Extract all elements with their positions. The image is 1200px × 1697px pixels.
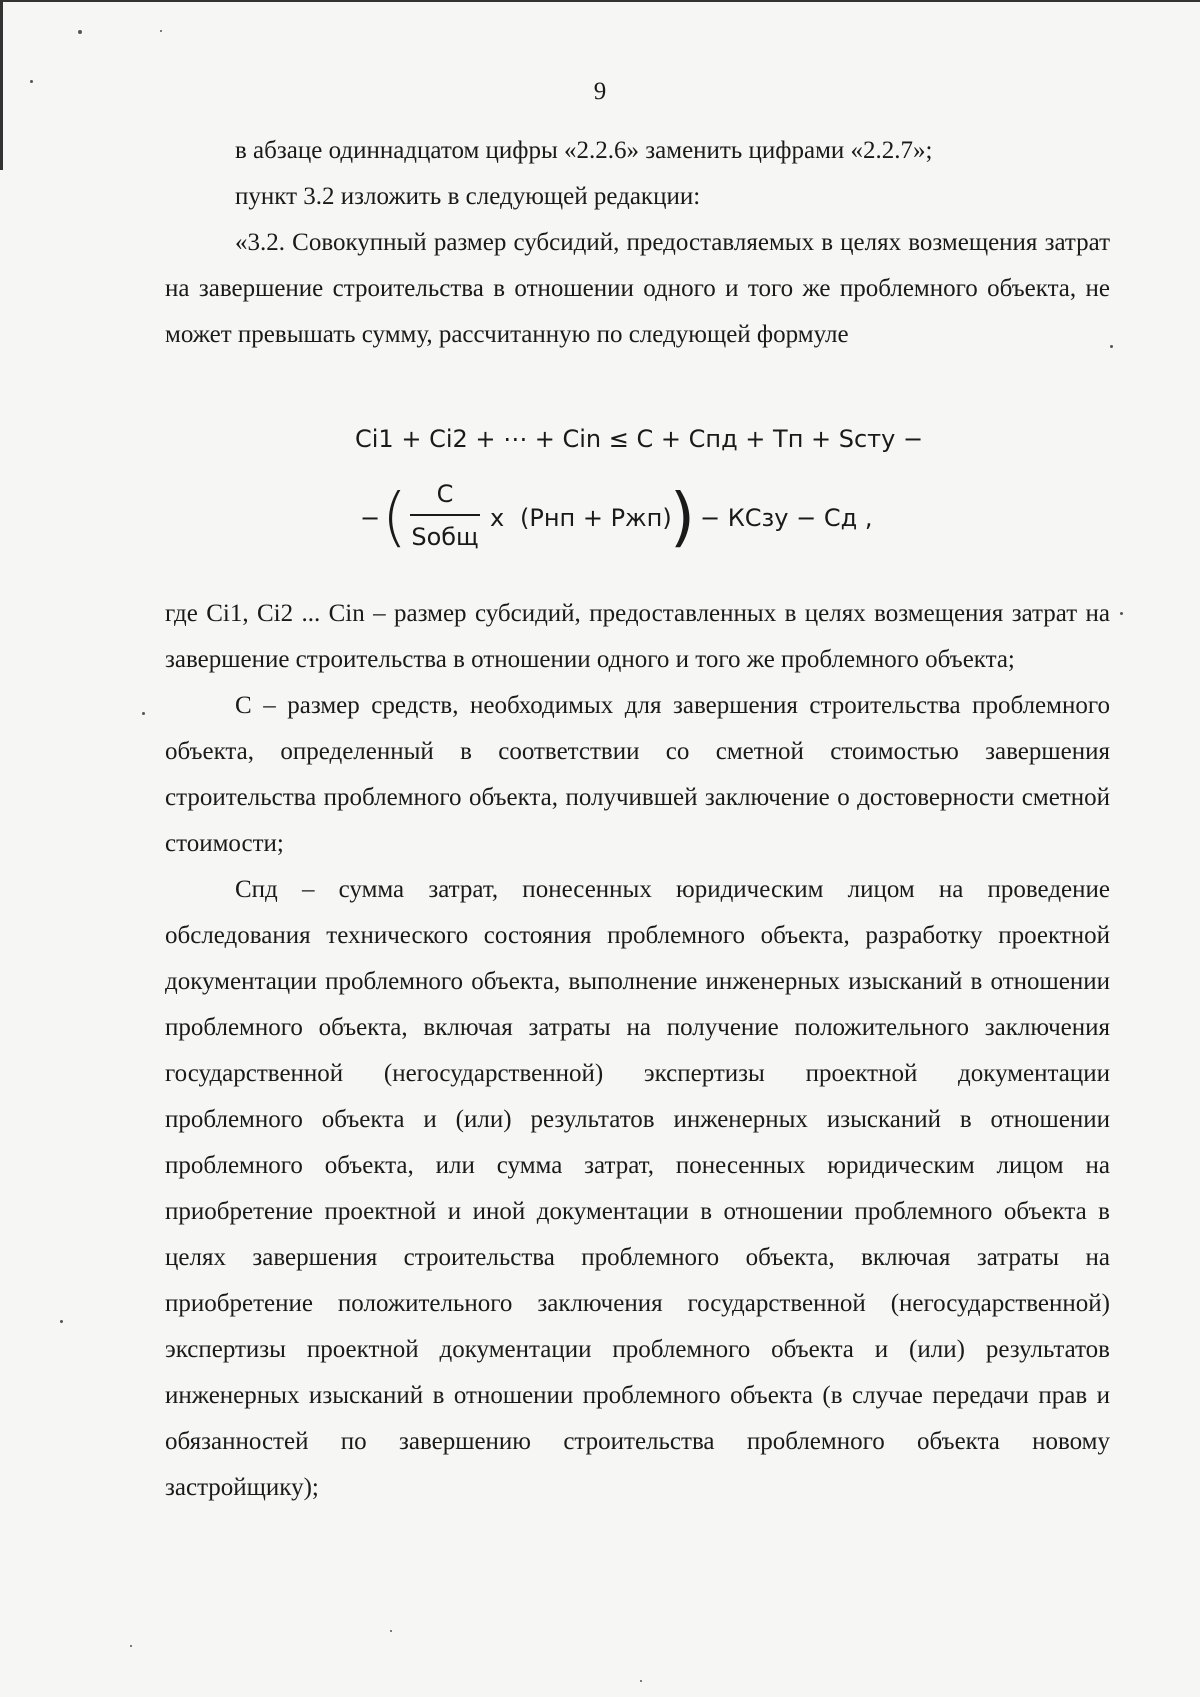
formula-paren-open: (: [382, 481, 407, 555]
formula-paren-close: ): [670, 481, 695, 555]
definitions-text-block: [165, 591, 1110, 1511]
formula-fraction-denominator: Sобщ: [411, 523, 479, 551]
scan-speck: [390, 1630, 392, 1632]
scan-edge-top: [0, 0, 1200, 2]
formula-line-2: [360, 478, 880, 558]
scan-speck: [1110, 345, 1113, 348]
paragraph-clause-3-2: «3.2. Совокупный размер субсидий, предоставляемых в целях возмещения затрат на завершение строительства в отношении одного и того же проблемного объекта, не может превышать сумму, рассчитанную по следующей формуле: [165, 229, 1110, 348]
paragraph-definition-ci: где Ci1, Ci2 ... Cin – размер субсидий, предоставленных в целях возмещения затрат на завершение строительства в отношении одного и того же проблемного объекта;: [165, 600, 1110, 673]
formula-line-1: Ci1 + Ci2 + ⋯ + Cin ≤ C + Спд + Тп + Sсту −: [355, 425, 924, 453]
paragraph-amendment-clause: пункт 3.2 изложить в следующей редакции:: [235, 183, 701, 210]
formula-tail: − КСзу − Сд ,: [700, 504, 873, 532]
page-number: 9: [593, 78, 607, 105]
paragraph-definition-spd: Спд – сумма затрат, понесенных юридическим лицом на проведение обследования технического состояния проблемного объекта, разработку проектной документации проблемного объекта, выполнение инженерных изысканий в отношении проблемного объекта, включая затраты на получение положительного заключения государственной (негосударственной) экспертизы проектной документации проблемного объекта и (или) результатов инженерных изысканий в отношении проблемного объекта, или сумма затрат, понесенных юридическим лицом на приобретение проектной и иной документации в отношении проблемного объекта в целях завершения строительства проблемного объекта, включая затраты на приобретение положительного заключения государственной (негосударственной) экспертизы проектной документации проблемного объекта и (или) результатов инженерных изысканий в отношении проблемного объекта (в случае передачи прав и обязанностей по завершению строительства проблемного объекта новому застройщику);: [165, 876, 1110, 1501]
scan-speck: [130, 1645, 132, 1647]
paragraph-amendment-digits: в абзаце одиннадцатом цифры «2.2.6» заменить цифрами «2.2.7»;: [235, 137, 933, 164]
formula-fraction: [410, 478, 480, 552]
formula-fraction-numerator: C: [436, 480, 454, 508]
formula-inner-sum: (Рнп + Ржп): [520, 504, 672, 532]
formula-minus: −: [360, 504, 381, 532]
scan-speck: [60, 1320, 63, 1323]
scan-speck: [30, 80, 33, 83]
intro-text-block: [165, 128, 1110, 358]
scan-speck: [1120, 612, 1123, 615]
paragraph-definition-c: С – размер средств, необходимых для завершения строительства проблемного объекта, определенный в соответствии со сметной стоимостью завершения строительства проблемного объекта, получившей заключение о достоверности сметной стоимости;: [165, 692, 1110, 857]
scan-speck: [160, 30, 162, 32]
scan-speck: [640, 1680, 642, 1682]
scan-speck: [142, 712, 145, 715]
formula-times: x: [490, 504, 505, 532]
scan-speck: [78, 30, 82, 34]
formula-fraction-bar: [410, 514, 480, 516]
